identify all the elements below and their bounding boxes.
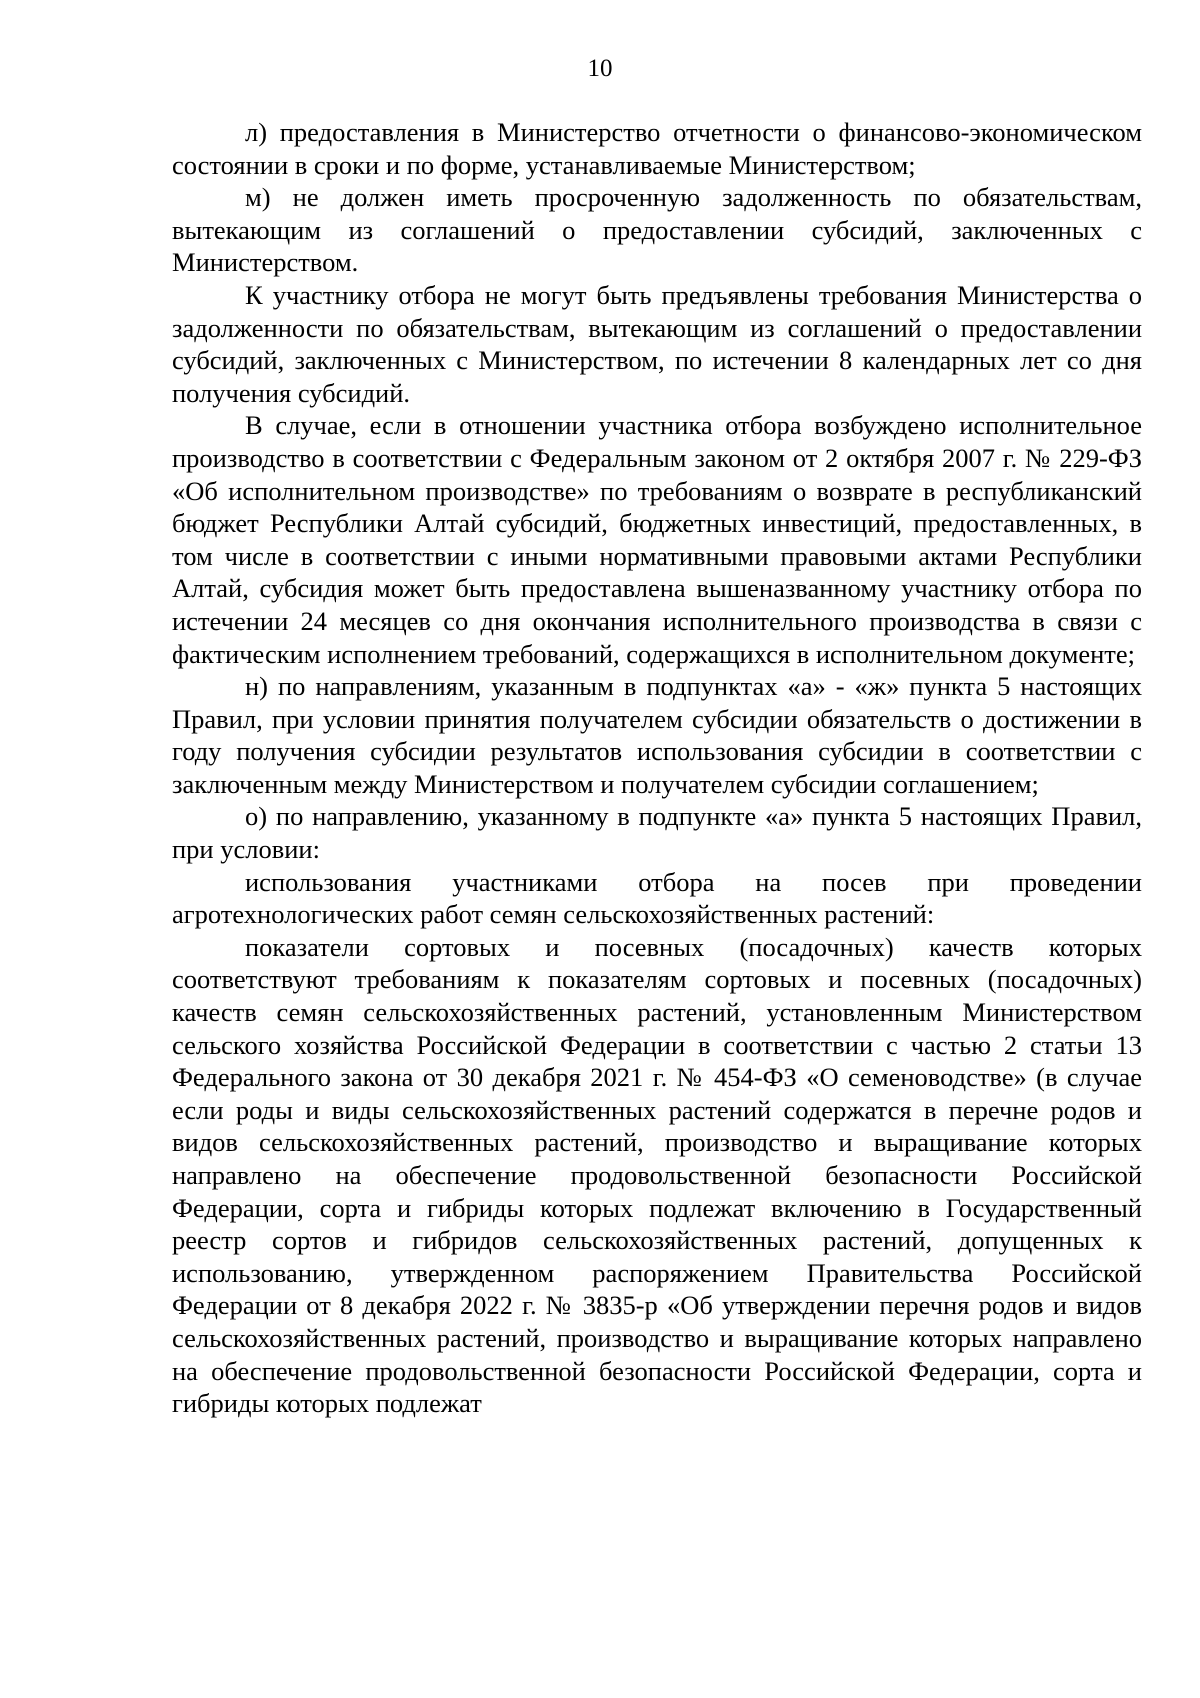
paragraph-item-n: н) по направлениям, указанным в подпунктах «а» - «ж» пункта 5 настоящих Правил, при условии принятия получателем субсидии обязательств о достижении в году получения субсидии результатов использования субсидии в соответствии с заключенным между Министерством и получателем субсидии соглашением; (172, 671, 1142, 799)
paragraph-debt-limitation: К участнику отбора не могут быть предъявлены требования Министерства о задолженности по обязательствам, вытекающим из соглашений о предоставлении субсидий, заключенных с Министерством, по истечении 8 календарных лет со дня получения субсидий. (172, 279, 1142, 408)
paragraph-enforcement-proceedings: В случае, если в отношении участника отбора возбуждено исполнительное производство в соответствии с Федеральным законом от 2 октября 2007 г. № 229-ФЗ «Об исполнительном производстве» по требованиям о возврате в республиканский бюджет Республики Алтай субсидий, бюджетных инвестиций, предоставленных, в том числе в соответствии с иными нормативными правовыми актами Республики Алтай, субсидия может быть предоставлена вышеназванному участнику отбора по истечении 24 месяцев со дня окончания исполнительного производства в связи с фактическим исполнением требований, содержащихся в исполнительном документе; (172, 410, 1142, 669)
document-body (172, 116, 1142, 1420)
paragraph-item-m: м) не должен иметь просроченную задолженность по обязательствам, вытекающим из соглашений о предоставлении субсидий, заключенных с Министерством. (172, 182, 1142, 278)
paragraph-item-o: о) по направлению, указанному в подпункте «а» пункта 5 настоящих Правил, при условии: (172, 801, 1142, 865)
page-number: 10 (587, 55, 613, 82)
paragraph-seed-quality: показатели сортовых и посевных (посадочных) качеств которых соответствуют требованиям к показателям сортовых и посевных (посадочных) качеств семян сельскохозяйственных растений, установленным Министерством сельского хозяйства Российской Федерации в соответствии с частью 2 статьи 13 Федерального закона от 30 декабря 2021 г. № 454-ФЗ «О семеноводстве» (в случае если роды и виды сельскохозяйственных растений содержатся в перечне родов и видов сельскохозяйственных растений, производство и выращивание которых направлено на обеспечение продовольственной безопасности Российской Федерации, сорта и гибриды которых подлежат включению в Государственный реестр сортов и гибридов сельскохозяйственных растений, допущенных к использованию, утвержденном распоряжением Правительства Российской Федерации от 8 декабря 2022 г. № 3835-р «Об утверждении перечня родов и видов сельскохозяйственных растений, производство и выращивание которых направлено на обеспечение продовольственной безопасности Российской Федерации, сорта и гибриды которых подлежат (172, 931, 1142, 1419)
paragraph-seed-usage: использования участниками отбора на посев при проведении агротехнологических работ семян сельскохозяйственных растений: (172, 866, 1142, 930)
paragraph-item-l: л) предоставления в Министерство отчетности о финансово-экономическом состоянии в сроки и по форме, устанавливаемые Министерством; (172, 117, 1142, 180)
